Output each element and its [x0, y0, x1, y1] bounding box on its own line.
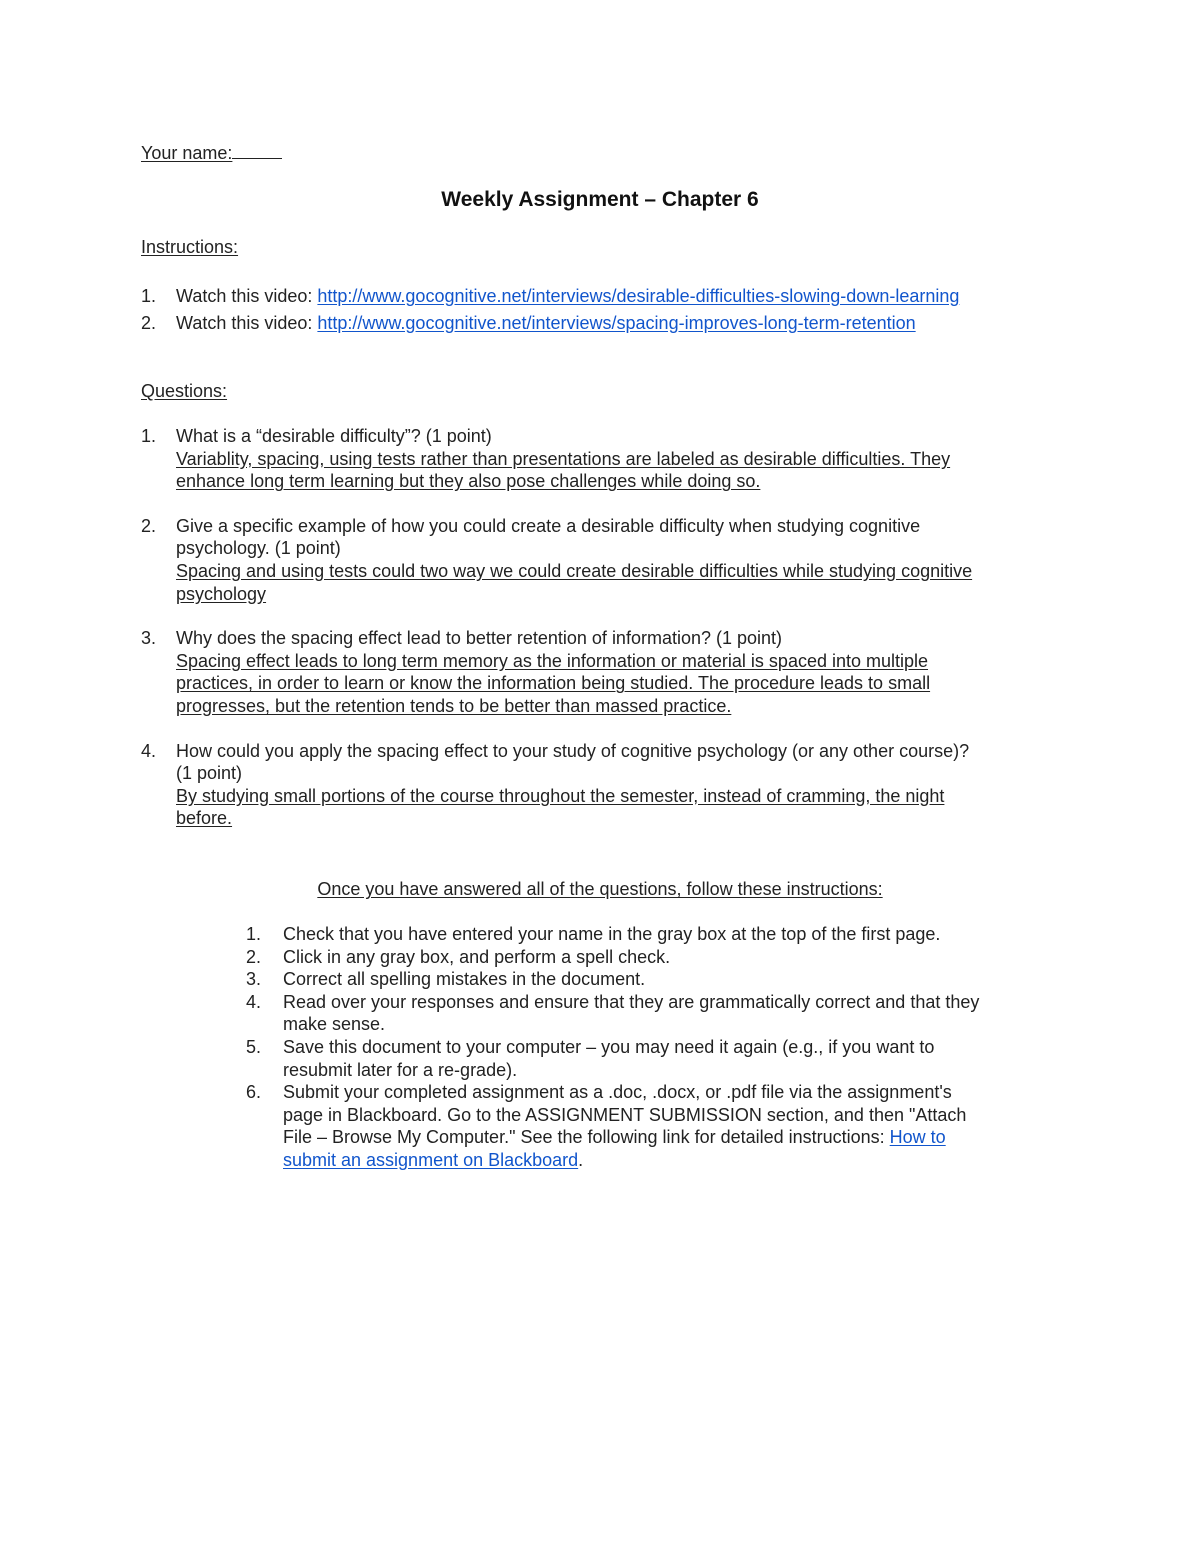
closing-item [246, 991, 1046, 1036]
instruction-number: 1. [141, 286, 157, 306]
instruction-text: Watch this video: [176, 286, 318, 306]
question-number: 1. [141, 426, 157, 446]
answer-line[interactable]: By studying small portions of the course throughout the semester, instead of cramming, the night [176, 785, 945, 806]
closing-item [246, 923, 1046, 946]
question-item-1 [141, 425, 1061, 493]
question-text-line: How could you apply the spacing effect to your study of cognitive psychology (or any other course)? [176, 740, 970, 761]
closing-number: 3. [246, 969, 262, 990]
closing-end-punct: . [578, 1149, 584, 1170]
closing-text-line: resubmit later for a re-grade). [283, 1059, 518, 1080]
question-number: 2. [141, 515, 157, 536]
closing-item [246, 946, 1046, 969]
document-title: Weekly Assignment – Chapter 6 [441, 188, 759, 211]
closing-text-line: Correct all spelling mistakes in the document. [283, 969, 646, 990]
closing-text-line-with-link [283, 1149, 1046, 1172]
closing-text-line: page in Blackboard. Go to the ASSIGNMENT SUBMISSION section, and then "Attach [283, 1104, 967, 1125]
closing-item [246, 968, 1046, 991]
closing-item [246, 1081, 1046, 1171]
answer-line[interactable]: Variablity, spacing, using tests rather than presentations are labeled as desirable difficulties. They [176, 448, 951, 469]
questions-label: Questions: [141, 381, 228, 401]
closing-text-segment: File – Browse My Computer." See the following link for detailed instructions: [283, 1127, 890, 1148]
answer-line[interactable]: enhance long term learning but they also pose challenges while doing so. [176, 471, 761, 492]
answer-line[interactable]: psychology [176, 583, 267, 604]
closing-text-line: Read over your responses and ensure that they are grammatically correct and that they [283, 991, 980, 1012]
question-text-line: Give a specific example of how you could create a desirable difficulty when studying cognitive [176, 515, 921, 536]
question-text: Why does the spacing effect lead to better retention of information? (1 point) [176, 628, 783, 649]
closing-number: 4. [246, 991, 262, 1012]
closing-instructions-title [0, 878, 1200, 901]
closing-number: 1. [246, 924, 262, 944]
closing-text-line: Check that you have entered your name in the gray box at the top of the first page. [283, 924, 941, 944]
question-item-4 [141, 740, 1061, 830]
name-input-blank[interactable] [232, 142, 282, 159]
closing-title-text: Once you have answered all of the questions, follow these instructions: [317, 879, 883, 899]
question-text-line: psychology. (1 point) [176, 538, 341, 559]
answer-line[interactable]: practices, in order to learn or know the information being studied. The procedure leads to small [176, 673, 931, 694]
blackboard-help-link-part2[interactable]: submit an assignment on Blackboard [283, 1149, 579, 1170]
instruction-item [141, 312, 1061, 335]
closing-text-line: Submit your completed assignment as a .doc, .docx, or .pdf file via the assignment's [283, 1082, 952, 1103]
closing-text-line: Click in any gray box, and perform a spell check. [283, 946, 671, 967]
question-number: 3. [141, 628, 157, 649]
closing-text-line-with-link [283, 1126, 1046, 1149]
closing-text-line: make sense. [283, 1014, 386, 1035]
answer-line[interactable]: Spacing effect leads to long term memory as the information or material is spaced into multiple [176, 650, 929, 671]
questions-list [141, 425, 1061, 830]
answer-line[interactable]: progresses, but the retention tends to be better than massed practice. [176, 695, 732, 716]
closing-number: 5. [246, 1036, 262, 1057]
closing-number: 6. [246, 1082, 262, 1103]
instructions-label: Instructions: [141, 237, 239, 257]
question-item-2 [141, 515, 1061, 605]
closing-instructions-list [246, 923, 1046, 1172]
answer-line[interactable]: Spacing and using tests could two way we could create desirable difficulties while studying cognitive [176, 560, 973, 581]
answer-line[interactable]: before. [176, 808, 233, 829]
question-text-line: (1 point) [176, 763, 243, 784]
question-item-3 [141, 627, 1061, 717]
video-link-spacing-retention[interactable]: http://www.gocognitive.net/interviews/spacing-improves-long-term-retention [317, 312, 916, 333]
name-field-row [141, 142, 282, 165]
name-label: Your name: [141, 143, 233, 163]
question-text: What is a “desirable difficulty”? (1 point) [176, 426, 492, 446]
closing-text-line: Save this document to your computer – you may need it again (e.g., if you want to [283, 1036, 935, 1057]
instruction-text: Watch this video: [176, 312, 318, 333]
instructions-list [141, 285, 1061, 334]
closing-item [246, 1036, 1046, 1081]
closing-number: 2. [246, 946, 262, 967]
blackboard-help-link-part1[interactable]: How to [889, 1127, 946, 1148]
instruction-item [141, 285, 1061, 308]
instruction-number: 2. [141, 312, 157, 333]
question-number: 4. [141, 740, 157, 761]
video-link-desirable-difficulties[interactable]: http://www.gocognitive.net/interviews/desirable-difficulties-slowing-down-learning [317, 286, 960, 306]
